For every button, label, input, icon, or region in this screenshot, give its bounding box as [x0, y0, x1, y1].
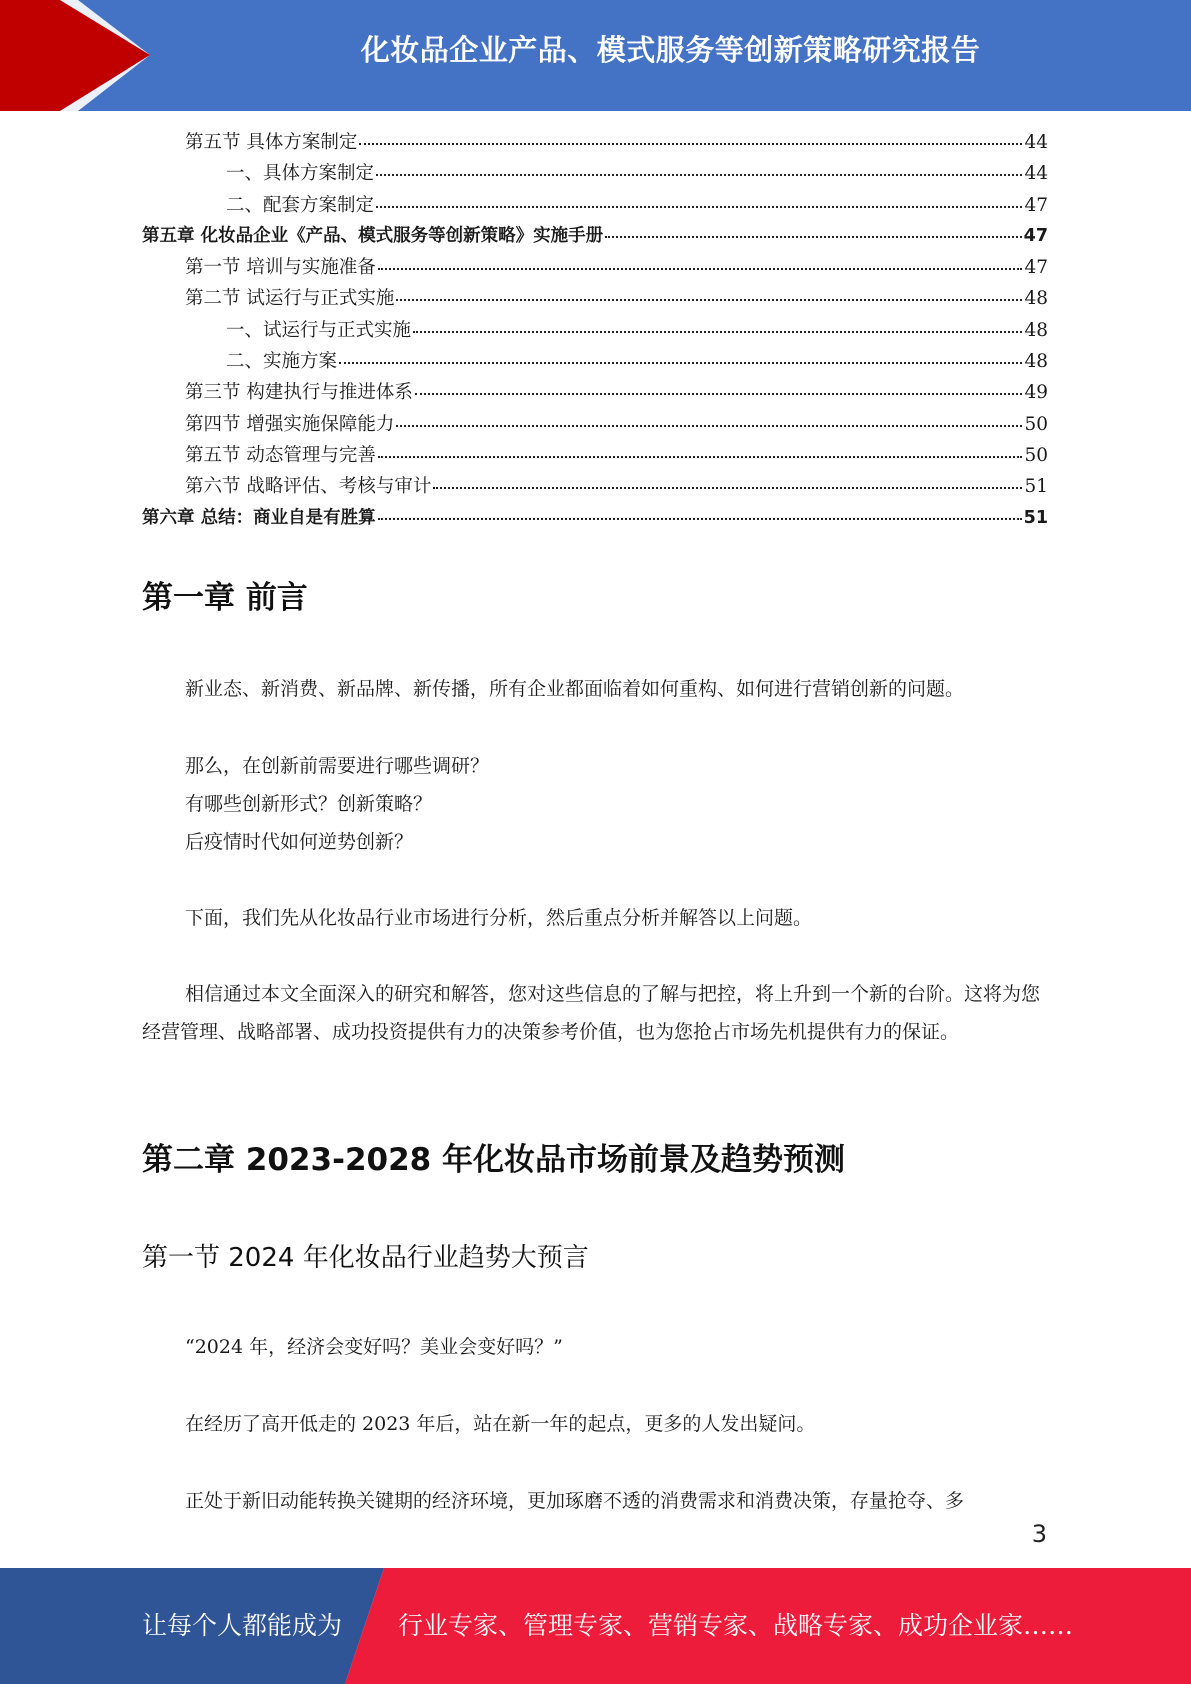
- paragraph: 下面，我们先从化妆品行业市场进行分析，然后重点分析并解答以上问题。: [185, 907, 813, 929]
- toc-entry-page: 47: [1024, 257, 1048, 279]
- toc-entry[interactable]: [142, 378, 1048, 409]
- toc-entry-page: 47: [1023, 225, 1048, 246]
- toc-chapter-entry[interactable]: [142, 504, 1048, 535]
- toc-entry-page: 50: [1024, 444, 1048, 466]
- paragraph: 新业态、新消费、新品牌、新传播，所有企业都面临着如何重构、如何进行营销创新的问题。: [185, 678, 965, 700]
- toc-entry[interactable]: [142, 284, 1048, 315]
- toc-entry-label: 第二节 试运行与正式实施: [185, 288, 395, 310]
- toc-entry[interactable]: [142, 347, 1048, 378]
- toc-entry-label: 一、试运行与正式实施: [226, 319, 412, 341]
- paragraph: 正处于新旧动能转换关键期的经济环境，更加琢磨不透的消费需求和消费决策，存量抢夺、多: [185, 1490, 965, 1512]
- chapter-heading: 第二章 2023-2028 年化妆品市场前景及趋势预测: [142, 1142, 846, 1178]
- toc-leader-dots: [376, 173, 1022, 176]
- report-title: 化妆品企业产品、模式服务等创新策略研究报告: [360, 33, 981, 67]
- toc-entry-label: 第六章 总结：商业自是有胜算: [142, 507, 376, 528]
- question-line: 有哪些创新形式？创新策略？: [185, 793, 433, 815]
- toc-leader-dots: [339, 361, 1022, 364]
- toc-entry-page: 51: [1024, 476, 1048, 498]
- toc-entry-label: 第六节 战略评估、考核与审计: [185, 476, 432, 498]
- question-line: 那么，在创新前需要进行哪些调研？: [185, 755, 490, 777]
- toc-leader-dots: [378, 267, 1023, 270]
- toc-entry-label: 第五节 具体方案制定: [185, 132, 358, 153]
- table-of-contents: [142, 128, 1048, 535]
- toc-entry[interactable]: [142, 191, 1048, 222]
- toc-entry-label: 二、实施方案: [226, 351, 338, 373]
- toc-leader-dots: [378, 455, 1023, 458]
- page-number: 3: [1031, 1520, 1047, 1548]
- toc-entry[interactable]: [142, 128, 1048, 159]
- toc-entry[interactable]: [142, 316, 1048, 347]
- toc-entry-label: 第五章 化妆品企业《产品、模式服务等创新策略》实施手册: [142, 225, 604, 246]
- header-chevron-decoration: [0, 0, 160, 111]
- question-line: 后疫情时代如何逆势创新？: [185, 831, 414, 853]
- toc-entry-page: 48: [1024, 319, 1048, 341]
- toc-entry-page: 51: [1023, 507, 1048, 528]
- section-heading: 第一节 2024 年化妆品行业趋势大预言: [142, 1243, 589, 1273]
- toc-entry-label: 二、配套方案制定: [226, 194, 375, 216]
- toc-leader-dots: [396, 298, 1022, 301]
- toc-entry-page: 50: [1024, 413, 1048, 435]
- chapter-heading: 第一章 前言: [142, 580, 308, 616]
- toc-entry-page: 47: [1024, 194, 1048, 216]
- footer-slogan-right: 行业专家、管理专家、营销专家、战略专家、成功企业家……: [398, 1611, 1074, 1640]
- page-header: [0, 0, 1191, 111]
- toc-entry[interactable]: [142, 472, 1048, 503]
- toc-leader-dots: [415, 392, 1023, 395]
- toc-entry-label: 第三节 构建执行与推进体系: [185, 382, 413, 404]
- toc-entry-page: 48: [1024, 351, 1048, 373]
- paragraph: 在经历了高开低走的 2023 年后，站在新一年的起点，更多的人发出疑问。: [185, 1413, 816, 1435]
- toc-entry-page: 48: [1024, 288, 1048, 310]
- toc-entry-label: 第五节 动态管理与完善: [185, 444, 376, 466]
- toc-leader-dots: [359, 142, 1022, 145]
- toc-entry[interactable]: [142, 410, 1048, 441]
- toc-entry-label: 第一节 培训与实施准备: [185, 257, 376, 279]
- quote-paragraph: “2024 年，经济会变好吗？美业会变好吗？”: [185, 1336, 563, 1358]
- toc-leader-dots: [605, 235, 1022, 238]
- page-footer: [0, 1568, 1191, 1684]
- toc-entry-page: 44: [1024, 132, 1048, 153]
- toc-entry[interactable]: [142, 253, 1048, 284]
- toc-entry-label: 第四节 增强实施保障能力: [185, 413, 395, 435]
- toc-entry-label: 一、具体方案制定: [226, 163, 375, 185]
- footer-slogan-left: 让每个人都能成为: [142, 1611, 343, 1640]
- toc-entry[interactable]: [142, 159, 1048, 190]
- toc-entry-page: 49: [1024, 382, 1048, 404]
- toc-leader-dots: [413, 330, 1022, 333]
- toc-leader-dots: [378, 517, 1022, 520]
- toc-entry-page: 44: [1024, 163, 1048, 185]
- toc-chapter-entry[interactable]: [142, 222, 1048, 253]
- toc-leader-dots: [433, 486, 1022, 489]
- toc-entry[interactable]: [142, 441, 1048, 472]
- paragraph: 相信通过本文全面深入的研究和解答，您对这些信息的了解与把控，将上升到一个新的台阶。这将为您经营管理、战略部署、成功投资提供有力的决策参考价值，也为您抢占市场先机提供有力的保证。: [142, 983, 1041, 1043]
- toc-leader-dots: [376, 205, 1022, 208]
- toc-leader-dots: [396, 424, 1022, 427]
